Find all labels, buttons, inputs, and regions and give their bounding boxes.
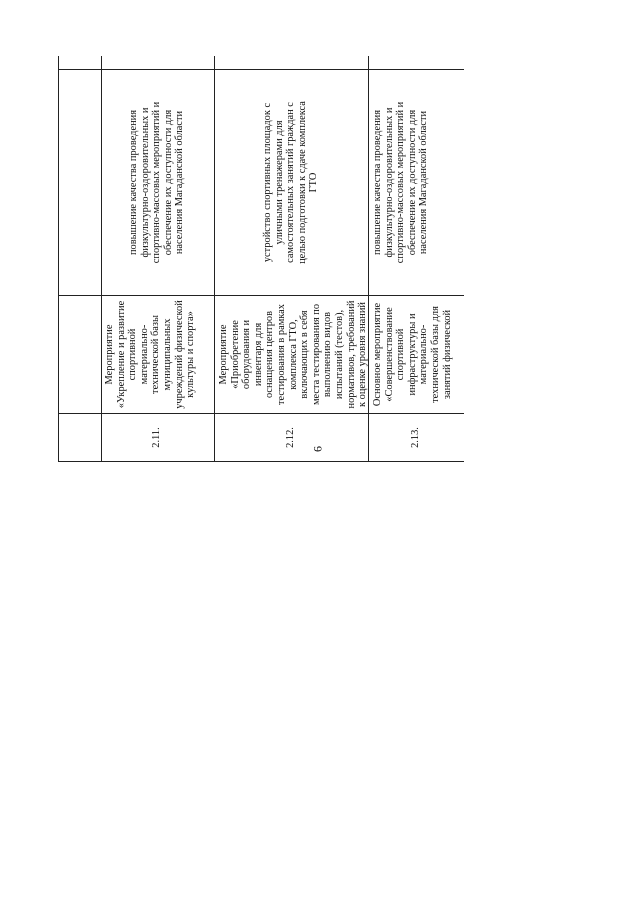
document-table-wrapper: [58, 56, 464, 846]
description-cell: [100, 56, 214, 70]
measures-table: [58, 56, 464, 462]
description-cell: [214, 56, 368, 70]
result-cell: [100, 70, 214, 296]
table-row: [100, 56, 215, 462]
row-number-cell: [214, 414, 368, 462]
event-cell: [368, 296, 464, 414]
row-number-cell: [100, 414, 214, 462]
result-cell: [59, 70, 101, 296]
row-number: 2.11.: [151, 427, 163, 448]
result-cell: [368, 70, 464, 296]
result-text: повышение качества проведения физкультурно-оздоровительных и спортивно-массовых мероприятий и обеспечение их доступности для населения Магаданской области: [372, 101, 430, 264]
event-text: Мероприятие «Укрепление и развитие спортивной материально- технической базы муниципальных учреждений физической культуры и спорта»: [104, 300, 197, 409]
table-row: [58, 56, 102, 462]
result-cell: [214, 70, 368, 296]
event-cell: [100, 296, 214, 414]
event-cell: [59, 296, 101, 414]
event-cell: [214, 296, 368, 414]
table-row: [368, 56, 464, 462]
row-number-cell: [59, 414, 101, 462]
row-number: 2.13.: [410, 427, 422, 448]
page-number: 6: [310, 446, 325, 452]
row-number-cell: [368, 414, 464, 462]
event-text: Мероприятие «Приобретение оборудования и инвентаря для оснащения центров тестирования в рамках комплекса ГТО, включающих в себя места тестирования по выполнению видов испытаний (тестов), нормативов, требований к оценке уровня знаний: [218, 300, 368, 409]
description-cell: [59, 56, 101, 70]
description-cell: [368, 56, 464, 70]
result-text: устройство спортивных площадок с уличными тренажерами для самостоятельных занятий граждан с целью подготовки к сдаче комплекса ГТО: [262, 101, 320, 264]
result-text: повышение качества проведения физкультурно-оздоровительных и спортивно-массовых мероприятий и обеспечение их доступности для населения Магаданской области: [128, 101, 186, 264]
row-number: 2.12.: [285, 427, 297, 448]
table-row: [214, 56, 369, 462]
event-text: Основное мероприятие «Совершенствование спортивной инфраструктуры и материально- технической базы для занятий физической: [372, 302, 453, 407]
